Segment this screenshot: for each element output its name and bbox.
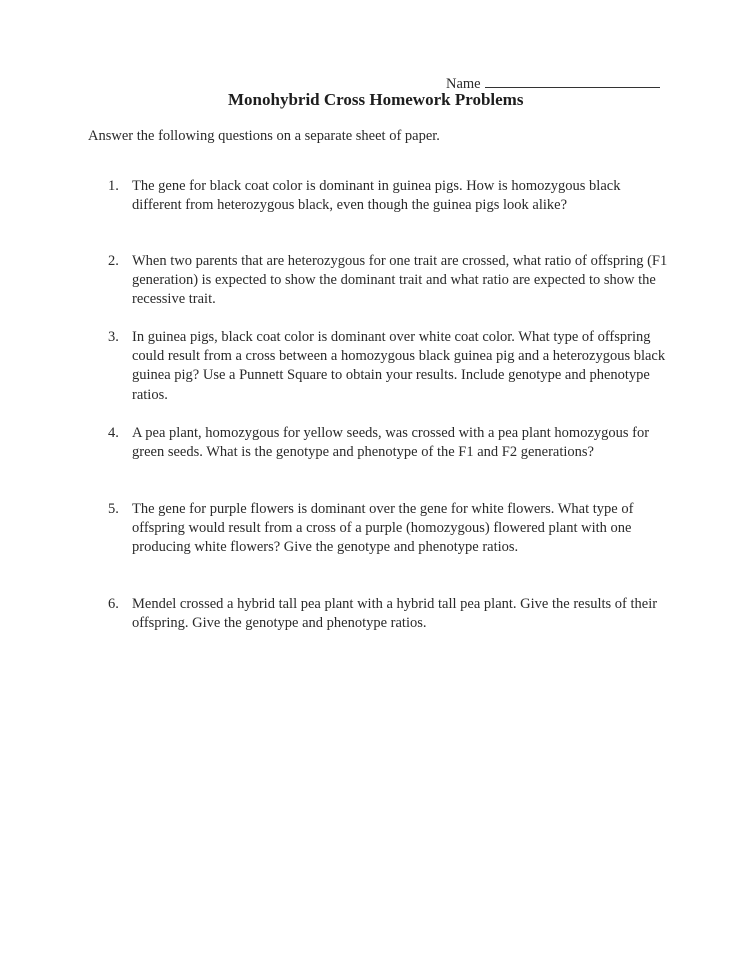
question-1 — [108, 177, 668, 215]
question-2 — [108, 252, 668, 310]
question-6 — [108, 595, 668, 633]
question-5 — [108, 500, 668, 558]
question-text: The gene for purple flowers is dominant over the gene for white flowers. What type of offspring would result from a cross of a purple (homozygous) flowered plant with one producing white flowers? Give the genotype and phenotype ratios. — [132, 501, 634, 556]
page-title: Monohybrid Cross Homework Problems — [228, 90, 524, 109]
question-number: 6. — [108, 596, 119, 612]
instructions: Answer the following questions on a separate sheet of paper. — [88, 128, 440, 144]
question-text: A pea plant, homozygous for yellow seeds, was crossed with a pea plant homozygous for green seeds. What is the genotype and phenotype of the F1 and F2 generations? — [132, 425, 650, 461]
name-label: Name — [446, 76, 481, 92]
question-3 — [108, 328, 668, 405]
question-4 — [108, 424, 668, 462]
question-number: 3. — [108, 329, 119, 345]
question-number: 2. — [108, 253, 119, 269]
question-text: The gene for black coat color is dominant in guinea pigs. How is homozygous black different from heterozygous black, even though the guinea pigs look alike? — [132, 178, 621, 214]
name-blank-line — [485, 74, 660, 88]
question-text: Mendel crossed a hybrid tall pea plant with a hybrid tall pea plant. Give the results of their offspring. Give the genotype and phenotype ratios. — [132, 596, 658, 632]
question-text: In guinea pigs, black coat color is dominant over white coat color. What type of offspring could result from a cross between a homozygous black guinea pig and a heterozygous black guinea pig? Use a Punnett Square to obtain your results. Include genotype and phenotype ratios. — [132, 329, 666, 403]
question-number: 1. — [108, 178, 119, 194]
question-text: When two parents that are heterozygous for one trait are crossed, what ratio of offspring (F1 generation) is expected to show the dominant trait and what ratio are expected to show the recessive trait. — [132, 253, 668, 308]
question-number: 5. — [108, 501, 119, 517]
question-number: 4. — [108, 425, 119, 441]
